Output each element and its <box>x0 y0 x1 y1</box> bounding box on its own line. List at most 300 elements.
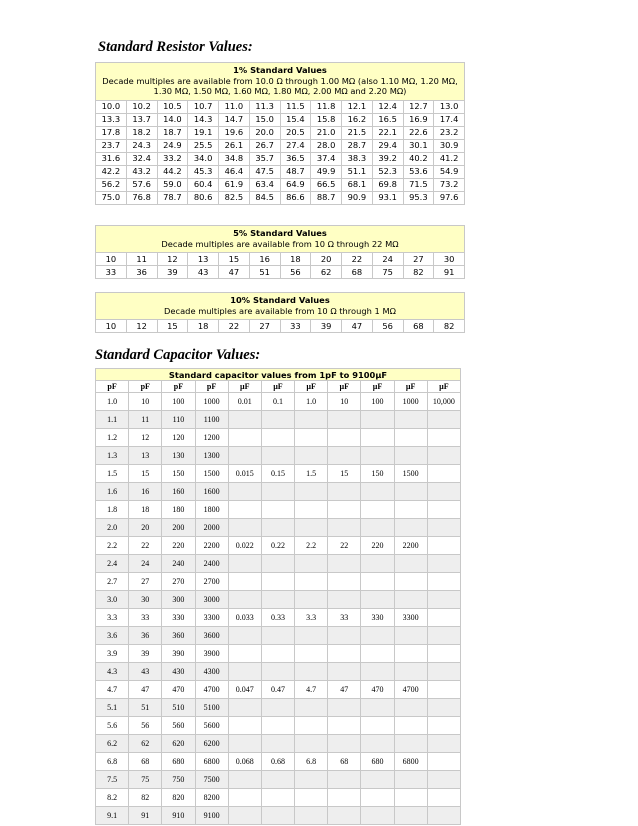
table-cell <box>394 807 427 825</box>
table-cell: 30 <box>434 253 465 266</box>
table-cell <box>295 735 328 753</box>
table-cell: 220 <box>162 537 195 555</box>
table-cell: 180 <box>162 501 195 519</box>
table-cell <box>427 537 460 555</box>
table-cell: 68 <box>342 266 373 279</box>
table-cell <box>228 663 261 681</box>
table-cell: 26.1 <box>219 139 250 152</box>
table-cell <box>361 555 394 573</box>
table-cell: 27 <box>129 573 162 591</box>
table-cell <box>328 447 361 465</box>
table-cell: 8200 <box>195 789 228 807</box>
table-cell <box>328 717 361 735</box>
table-row <box>96 591 461 609</box>
table-cell: 120 <box>162 429 195 447</box>
table-row <box>96 753 461 771</box>
table-cell: 25.5 <box>188 139 219 152</box>
table-cell <box>261 411 294 429</box>
table-cell: 390 <box>162 645 195 663</box>
table-row <box>96 483 461 501</box>
table-cell: 6800 <box>195 753 228 771</box>
table-row <box>96 717 461 735</box>
table-cell: 13.3 <box>96 113 127 126</box>
table-cell <box>228 555 261 573</box>
table-row <box>96 165 465 178</box>
table-cell: 130 <box>162 447 195 465</box>
table-cell: 200 <box>162 519 195 537</box>
table-cell: 110 <box>162 411 195 429</box>
table-cell: 7.5 <box>96 771 129 789</box>
table-cell <box>361 573 394 591</box>
table-cell: 5100 <box>195 699 228 717</box>
table-cell: 10,000 <box>427 393 460 411</box>
table-cell <box>328 735 361 753</box>
table-cell: 680 <box>361 753 394 771</box>
table-cell: 47 <box>129 681 162 699</box>
table-cell: 510 <box>162 699 195 717</box>
table-cell: 12 <box>129 429 162 447</box>
table-cell: 35.7 <box>249 152 280 165</box>
table-cell: 68 <box>403 320 434 333</box>
table-cell: 0.047 <box>228 681 261 699</box>
table-cell <box>261 555 294 573</box>
table-cell <box>394 663 427 681</box>
table-cell <box>261 573 294 591</box>
table-cell: 470 <box>162 681 195 699</box>
table-cell <box>427 429 460 447</box>
table-row <box>96 411 461 429</box>
table-cell: 2.2 <box>295 537 328 555</box>
table-cell: 6800 <box>394 753 427 771</box>
table-cell: 16 <box>129 483 162 501</box>
table-cell: 18.2 <box>126 126 157 139</box>
table-cell: 14.3 <box>188 113 219 126</box>
table-cell <box>328 411 361 429</box>
table-cell <box>261 735 294 753</box>
table-cell <box>427 573 460 591</box>
table-cell: 30 <box>129 591 162 609</box>
table-cell: 5.1 <box>96 699 129 717</box>
table-cell: 20 <box>311 253 342 266</box>
ten-percent-subtitle: Decade multiples are available from 10 Ω through 1 MΩ <box>164 305 396 316</box>
table-cell <box>361 807 394 825</box>
table-cell <box>361 645 394 663</box>
table-cell: 1.3 <box>96 447 129 465</box>
table-cell: 56 <box>372 320 403 333</box>
table-row <box>96 789 461 807</box>
table-cell: 33 <box>96 266 127 279</box>
table-cell <box>427 735 460 753</box>
table-cell: 88.7 <box>311 191 342 204</box>
table-cell: 4.3 <box>96 663 129 681</box>
table-cell: 16.2 <box>342 113 373 126</box>
table-cell: 57.6 <box>126 178 157 191</box>
table-cell: 12 <box>126 320 157 333</box>
table-cell: 2700 <box>195 573 228 591</box>
table-cell: 11 <box>126 253 157 266</box>
table-cell: 14.7 <box>219 113 250 126</box>
table-cell: 39 <box>129 645 162 663</box>
table-cell: 6.8 <box>295 753 328 771</box>
table-cell: 330 <box>162 609 195 627</box>
table-cell: 0.033 <box>228 609 261 627</box>
table-cell: 0.47 <box>261 681 294 699</box>
table-cell: 3600 <box>195 627 228 645</box>
table-cell: 2.2 <box>96 537 129 555</box>
table-cell <box>427 681 460 699</box>
table-cell <box>295 699 328 717</box>
table-cell <box>261 519 294 537</box>
table-cell: 68 <box>129 753 162 771</box>
table-cell: 12.1 <box>342 100 373 113</box>
table-cell <box>427 465 460 483</box>
table-cell <box>228 429 261 447</box>
column-header: µF <box>261 381 294 393</box>
table-cell <box>328 789 361 807</box>
capacitor-column-headers <box>96 381 461 393</box>
table-cell <box>427 645 460 663</box>
table-cell: 15 <box>219 253 250 266</box>
ten-percent-table <box>95 292 465 333</box>
table-row <box>96 627 461 645</box>
table-cell <box>228 411 261 429</box>
table-cell <box>328 663 361 681</box>
table-cell: 13 <box>188 253 219 266</box>
table-cell: 91 <box>129 807 162 825</box>
table-cell: 1200 <box>195 429 228 447</box>
table-cell: 3900 <box>195 645 228 663</box>
table-cell <box>328 699 361 717</box>
table-cell <box>427 447 460 465</box>
table-cell <box>261 663 294 681</box>
table-cell: 11.5 <box>280 100 311 113</box>
table-cell: 1.5 <box>295 465 328 483</box>
table-row <box>96 573 461 591</box>
table-cell: 45.3 <box>188 165 219 178</box>
table-cell: 18 <box>188 320 219 333</box>
table-cell: 86.6 <box>280 191 311 204</box>
five-percent-subtitle: Decade multiples are available from 10 Ω through 22 MΩ <box>161 238 399 249</box>
table-row <box>96 681 461 699</box>
table-cell <box>427 663 460 681</box>
table-cell: 33 <box>328 609 361 627</box>
table-cell <box>361 447 394 465</box>
table-row <box>96 519 461 537</box>
table-cell <box>394 771 427 789</box>
table-cell: 1.6 <box>96 483 129 501</box>
table-cell <box>394 501 427 519</box>
table-cell <box>261 807 294 825</box>
table-cell <box>295 645 328 663</box>
column-header: µF <box>427 381 460 393</box>
table-cell: 27.4 <box>280 139 311 152</box>
table-cell <box>361 501 394 519</box>
table-cell: 10 <box>328 393 361 411</box>
table-cell: 27 <box>403 253 434 266</box>
table-cell <box>295 447 328 465</box>
table-cell <box>328 501 361 519</box>
table-cell: 84.5 <box>249 191 280 204</box>
column-header: pF <box>195 381 228 393</box>
table-cell <box>328 483 361 501</box>
table-cell: 3.3 <box>96 609 129 627</box>
column-header: µF <box>328 381 361 393</box>
five-percent-table <box>95 225 465 279</box>
table-cell: 71.5 <box>403 178 434 191</box>
table-cell <box>361 429 394 447</box>
table-cell: 1500 <box>195 465 228 483</box>
table-cell: 750 <box>162 771 195 789</box>
table-cell: 1.0 <box>295 393 328 411</box>
table-cell: 24 <box>129 555 162 573</box>
table-cell <box>261 591 294 609</box>
table-cell <box>228 717 261 735</box>
table-cell <box>361 591 394 609</box>
table-cell: 820 <box>162 789 195 807</box>
table-cell: 15.8 <box>311 113 342 126</box>
table-cell: 34.0 <box>188 152 219 165</box>
table-cell: 34.8 <box>219 152 250 165</box>
table-cell: 40.2 <box>403 152 434 165</box>
table-row <box>96 393 461 411</box>
table-cell <box>427 519 460 537</box>
table-cell: 0.068 <box>228 753 261 771</box>
table-cell: 100 <box>162 393 195 411</box>
table-cell <box>261 501 294 519</box>
table-cell <box>361 411 394 429</box>
table-cell <box>427 807 460 825</box>
table-cell: 150 <box>361 465 394 483</box>
table-cell: 52.3 <box>372 165 403 178</box>
table-cell: 0.68 <box>261 753 294 771</box>
table-cell <box>295 789 328 807</box>
column-header: pF <box>96 381 129 393</box>
one-percent-table <box>95 62 465 205</box>
table-cell: 6200 <box>195 735 228 753</box>
table-cell: 4300 <box>195 663 228 681</box>
table-cell: 16.9 <box>403 113 434 126</box>
table-cell: 11.3 <box>249 100 280 113</box>
table-cell <box>261 717 294 735</box>
table-row <box>96 126 465 139</box>
table-cell: 39 <box>157 266 188 279</box>
table-cell <box>328 519 361 537</box>
table-cell: 75.0 <box>96 191 127 204</box>
table-cell <box>427 699 460 717</box>
table-cell <box>228 699 261 717</box>
table-cell: 41.2 <box>434 152 465 165</box>
table-cell <box>228 807 261 825</box>
table-cell: 0.015 <box>228 465 261 483</box>
table-cell <box>261 699 294 717</box>
table-cell: 30.1 <box>403 139 434 152</box>
table-cell <box>295 627 328 645</box>
table-cell: 53.6 <box>403 165 434 178</box>
table-cell: 3.3 <box>295 609 328 627</box>
table-cell: 22 <box>219 320 250 333</box>
table-cell: 22 <box>328 537 361 555</box>
table-cell: 12.4 <box>372 100 403 113</box>
table-cell: 82 <box>434 320 465 333</box>
table-cell: 29.4 <box>372 139 403 152</box>
table-cell <box>394 519 427 537</box>
table-cell: 33.2 <box>157 152 188 165</box>
table-cell <box>295 429 328 447</box>
table-cell: 38.3 <box>342 152 373 165</box>
capacitor-table-title: Standard capacitor values from 1pF to 9100µF <box>96 369 461 381</box>
table-cell: 82.5 <box>219 191 250 204</box>
table-cell <box>261 771 294 789</box>
table-cell: 37.4 <box>311 152 342 165</box>
table-cell: 0.1 <box>261 393 294 411</box>
table-row <box>96 465 461 483</box>
table-cell: 68.1 <box>342 178 373 191</box>
table-cell <box>295 771 328 789</box>
column-header: µF <box>361 381 394 393</box>
one-percent-title: 1% Standard Values <box>233 65 327 75</box>
table-cell <box>361 699 394 717</box>
table-cell: 160 <box>162 483 195 501</box>
table-cell <box>361 519 394 537</box>
table-cell: 22.1 <box>372 126 403 139</box>
table-cell <box>261 483 294 501</box>
table-cell: 3000 <box>195 591 228 609</box>
table-cell: 4.7 <box>96 681 129 699</box>
table-cell <box>228 573 261 591</box>
table-cell: 39 <box>311 320 342 333</box>
table-cell: 62 <box>129 735 162 753</box>
table-cell: 39.2 <box>372 152 403 165</box>
table-cell: 78.7 <box>157 191 188 204</box>
one-percent-header <box>96 63 465 101</box>
table-cell: 1.0 <box>96 393 129 411</box>
table-cell: 6.8 <box>96 753 129 771</box>
table-cell <box>261 789 294 807</box>
table-cell <box>328 807 361 825</box>
table-cell: 1600 <box>195 483 228 501</box>
table-cell <box>228 645 261 663</box>
table-cell <box>295 573 328 591</box>
table-cell <box>427 753 460 771</box>
table-cell: 3.0 <box>96 591 129 609</box>
table-cell <box>361 735 394 753</box>
table-cell: 15 <box>328 465 361 483</box>
table-cell: 15.4 <box>280 113 311 126</box>
table-cell: 1.8 <box>96 501 129 519</box>
table-cell: 75 <box>129 771 162 789</box>
table-cell <box>394 483 427 501</box>
table-cell: 28.0 <box>311 139 342 152</box>
table-cell: 4700 <box>195 681 228 699</box>
table-cell <box>394 411 427 429</box>
table-cell: 91 <box>434 266 465 279</box>
table-cell: 17.8 <box>96 126 127 139</box>
table-row <box>96 537 461 555</box>
table-cell <box>427 789 460 807</box>
table-cell <box>427 555 460 573</box>
table-cell: 23.2 <box>434 126 465 139</box>
table-cell <box>295 555 328 573</box>
table-row <box>96 609 461 627</box>
one-percent-subtitle: Decade multiples are available from 10.0 Ω through 1.00 MΩ (also 1.10 MΩ, 1.20 MΩ, 1.30 MΩ, 1.50 MΩ, 1.60 MΩ, 1.80 MΩ, 2.00 MΩ and 2.20 MΩ) <box>102 75 458 96</box>
table-cell <box>361 717 394 735</box>
table-cell: 10 <box>96 253 127 266</box>
table-cell: 2400 <box>195 555 228 573</box>
table-cell: 0.022 <box>228 537 261 555</box>
table-cell <box>295 717 328 735</box>
table-cell <box>394 429 427 447</box>
table-cell: 360 <box>162 627 195 645</box>
table-cell: 22 <box>129 537 162 555</box>
table-row <box>96 253 465 266</box>
table-row <box>96 191 465 204</box>
table-cell: 1300 <box>195 447 228 465</box>
table-cell: 36.5 <box>280 152 311 165</box>
table-cell <box>228 483 261 501</box>
table-cell: 51 <box>129 699 162 717</box>
table-cell: 24 <box>372 253 403 266</box>
resistor-values-heading: Standard Resistor Values: <box>98 39 253 55</box>
table-cell <box>394 699 427 717</box>
table-cell: 13.7 <box>126 113 157 126</box>
table-cell <box>427 591 460 609</box>
table-cell: 49.9 <box>311 165 342 178</box>
table-cell: 31.6 <box>96 152 127 165</box>
table-cell <box>394 789 427 807</box>
table-row <box>96 699 461 717</box>
table-row <box>96 807 461 825</box>
column-header: pF <box>129 381 162 393</box>
table-cell <box>328 645 361 663</box>
table-row <box>96 320 465 333</box>
table-cell: 11 <box>129 411 162 429</box>
table-cell: 10.7 <box>188 100 219 113</box>
table-row <box>96 139 465 152</box>
table-cell: 61.9 <box>219 178 250 191</box>
table-cell <box>394 627 427 645</box>
table-cell: 24.9 <box>157 139 188 152</box>
table-cell: 26.7 <box>249 139 280 152</box>
table-row <box>96 501 461 519</box>
table-cell: 680 <box>162 753 195 771</box>
table-cell <box>228 519 261 537</box>
table-cell <box>361 789 394 807</box>
table-cell: 95.3 <box>403 191 434 204</box>
table-cell: 27 <box>249 320 280 333</box>
table-cell <box>394 447 427 465</box>
table-cell <box>427 609 460 627</box>
table-cell: 15 <box>129 465 162 483</box>
table-cell: 4.7 <box>295 681 328 699</box>
table-cell: 2200 <box>394 537 427 555</box>
table-cell: 100 <box>361 393 394 411</box>
table-cell: 68 <box>328 753 361 771</box>
table-cell <box>228 735 261 753</box>
table-row <box>96 113 465 126</box>
table-cell <box>394 717 427 735</box>
table-cell: 82 <box>129 789 162 807</box>
table-cell <box>394 735 427 753</box>
table-cell: 2.7 <box>96 573 129 591</box>
table-cell: 60.4 <box>188 178 219 191</box>
table-cell: 56 <box>280 266 311 279</box>
table-cell <box>394 591 427 609</box>
table-cell: 18 <box>129 501 162 519</box>
table-cell <box>228 627 261 645</box>
table-cell: 1500 <box>394 465 427 483</box>
column-header: µF <box>295 381 328 393</box>
table-cell <box>295 501 328 519</box>
